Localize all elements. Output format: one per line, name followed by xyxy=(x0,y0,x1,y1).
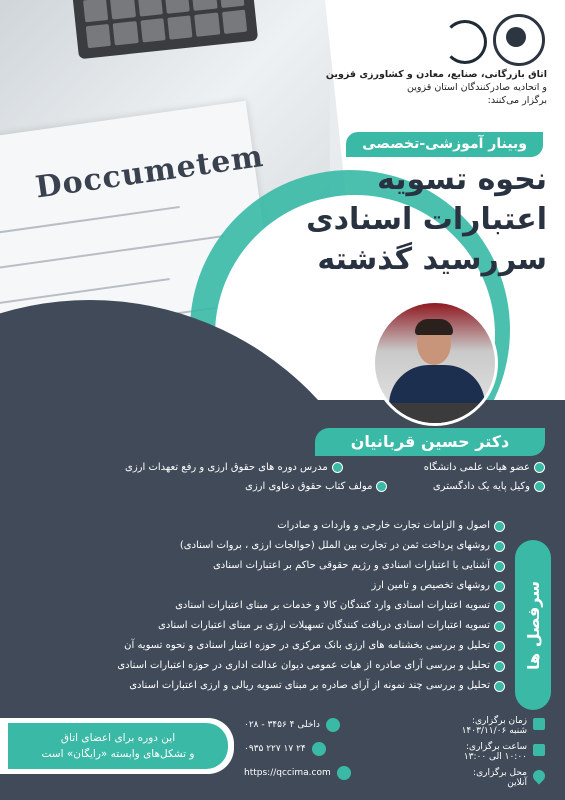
event-info xyxy=(425,716,545,794)
organizer-line-3: برگزار می‌کنند: xyxy=(487,95,547,106)
bio-item: عضو هیات علمی دانشگاه xyxy=(424,462,545,473)
bio-item: مولف کتاب حقوق دعاوی ارزی xyxy=(245,481,387,492)
syllabus-item: تحلیل و بررسی آرای صادره از هیات عمومی دیوان عدالت اداری در حوزه اعتبارات اسنادی xyxy=(45,656,505,676)
syllabus-item: روشهای تخصیص و تامین ارز xyxy=(45,576,505,596)
title-line-3: سررسید گذشته xyxy=(317,242,547,277)
syllabus-item: روشهای پرداخت ثمن در تجارت بین الملل (حوالجات ارزی ، بروات اسنادی) xyxy=(45,536,505,556)
syllabus-item: اصول و الزامات تجارت خارجی و واردات و صادرات xyxy=(45,516,505,536)
syllabus-item: تحلیل و بررسی بخشنامه های ارزی بانک مرکزی در حوزه اعتبار اسنادی و نحوه تسویه آن xyxy=(45,636,505,656)
place-info: محل برگزاری: آنلاین xyxy=(425,768,545,788)
member-note: این دوره برای اعضای اتاق و تشکل‌های وابسته «رایگان» است xyxy=(8,723,228,769)
bullet-icon xyxy=(534,481,545,492)
syllabus-item: تسویه اعتبارات اسنادی دریافت کنندگان تسهیلات ارزی بر مبنای اعتبارات اسنادی xyxy=(45,616,505,636)
clock-icon xyxy=(533,744,545,756)
syllabus-item: آشنایی با اعتبارات اسنادی و رژیم حقوقی حاکم بر اعتبارات اسنادی xyxy=(45,556,505,576)
contact-info xyxy=(244,718,374,790)
bullet-icon xyxy=(494,661,505,672)
time-info: ساعت برگزاری: ۱۰:۰۰ الی ۱۳:۰۰ xyxy=(425,742,545,762)
date-info: زمان برگزاری: شنبه ۱۴۰۳/۱۱/۰۶ xyxy=(425,716,545,736)
speaker-photo xyxy=(372,300,498,426)
mobile-icon xyxy=(312,742,326,756)
organizer-line-2: و اتحادیه صادرکنندگان استان قزوین xyxy=(407,82,547,93)
title-line-2: اعتبارات اسنادی xyxy=(306,202,547,237)
syllabus-tab: سرفصل ها xyxy=(515,540,551,710)
phone-icon xyxy=(326,718,340,732)
globe-icon xyxy=(337,766,351,780)
bullet-icon xyxy=(332,462,343,473)
chamber-logo xyxy=(493,14,545,66)
bullet-icon xyxy=(494,601,505,612)
location-pin-icon xyxy=(531,768,548,785)
bullet-icon xyxy=(494,521,505,532)
bullet-icon xyxy=(494,681,505,692)
phone-row[interactable]: ۰۲۸ - ۳۴۵۶ داخلی ۴ xyxy=(244,718,374,732)
organizers xyxy=(287,68,547,107)
speaker-name: دکتر حسین قربانیان xyxy=(315,428,545,456)
website-link[interactable]: https://qccima.com xyxy=(244,766,374,780)
speaker-bio xyxy=(125,462,545,500)
bullet-icon xyxy=(376,481,387,492)
syllabus-list xyxy=(45,516,505,696)
exporters-union-logo xyxy=(443,20,487,64)
organizer-line-1: اتاق بازرگانی، صنایع، معادن و کشاورزی قزوین xyxy=(325,69,547,80)
syllabus-item: تحلیل و بررسی چند نمونه از آرای صادره بر مبنای تسویه ریالی و ارزی اعتبارات اسنادی xyxy=(45,676,505,696)
mobile-row[interactable]: ۰۹۳۵ ۲۲۷ ۱۷ ۲۴ xyxy=(244,742,374,756)
syllabus-item: تسویه اعتبارات اسنادی وارد کنندگان کالا و خدمات بر مبنای اعتبارات اسنادی xyxy=(45,596,505,616)
bullet-icon xyxy=(494,561,505,572)
member-note-frame xyxy=(0,718,234,774)
bullet-icon xyxy=(494,641,505,652)
logos xyxy=(443,14,545,66)
bullet-icon xyxy=(494,581,505,592)
bio-item: مدرس دوره های حقوق ارزی و رفع تعهدات ارزی xyxy=(125,462,343,473)
bullet-icon xyxy=(494,541,505,552)
title-line-1: نحوه تسویه xyxy=(377,162,547,197)
webinar-badge: وبینار آموزشی-تخصصی xyxy=(346,132,543,157)
calendar-icon xyxy=(533,718,545,730)
bio-item: وکیل پایه یک دادگستری xyxy=(433,481,545,492)
bullet-icon xyxy=(494,621,505,632)
calculator-image xyxy=(72,0,258,59)
document-title: Doccumetem xyxy=(33,138,266,206)
main-title xyxy=(267,160,547,280)
bullet-icon xyxy=(534,462,545,473)
